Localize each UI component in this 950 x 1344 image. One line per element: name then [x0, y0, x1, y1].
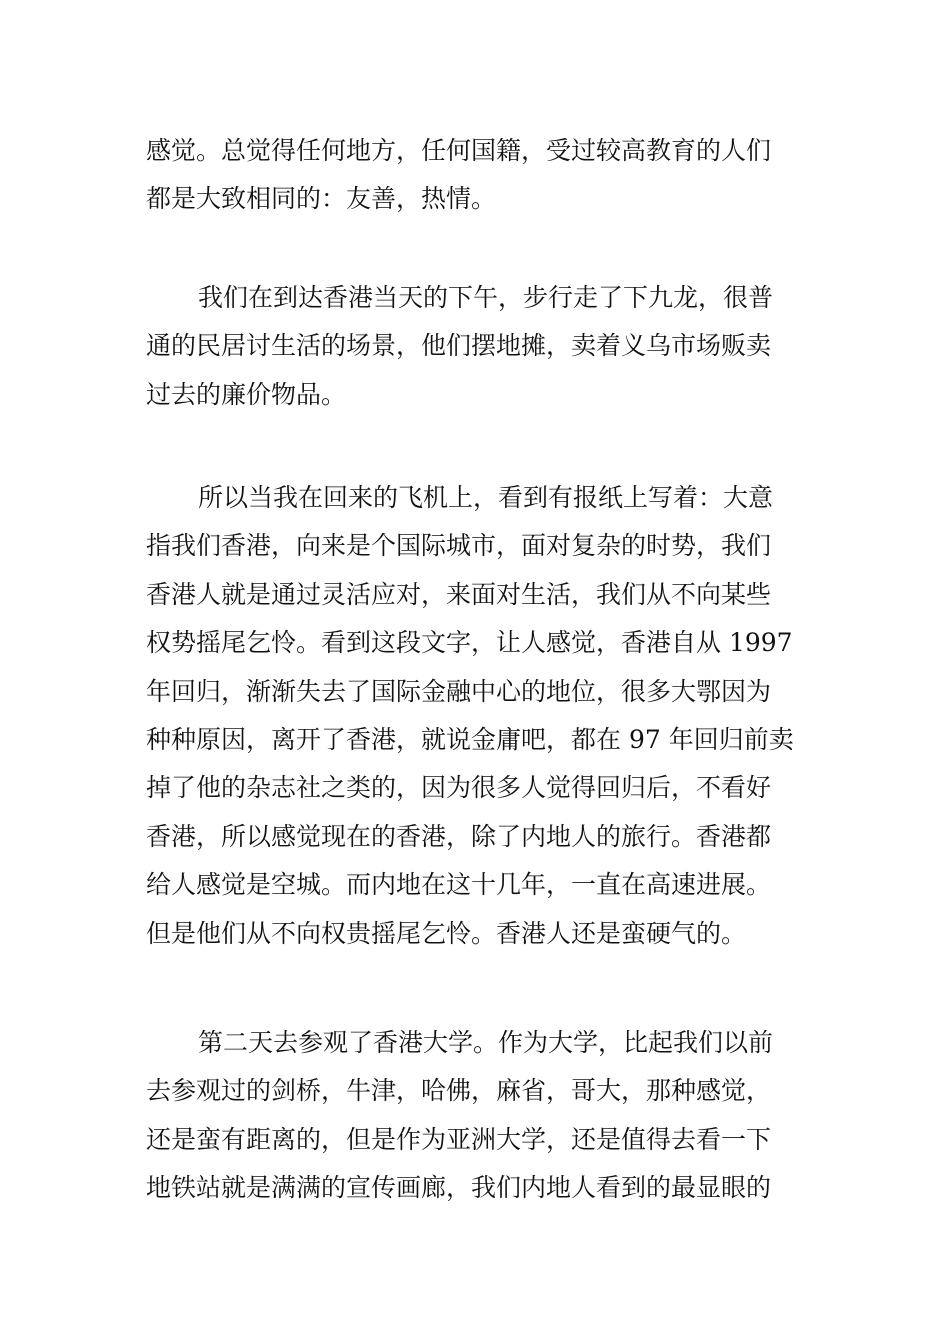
text-line: 掉了他的杂志社之类的，因为很多人觉得回归后，不看好 — [146, 773, 772, 803]
paragraph-4 — [146, 1019, 810, 1213]
text-line: 指我们香港，向来是个国际城市，面对复杂的时势，我们 — [146, 531, 772, 561]
text-line: 还是蛮有距离的，但是作为亚洲大学，还是值得去看一下 — [146, 1124, 772, 1154]
text-line: 权势摇尾乞怜。看到这段文字，让人感觉，香港自从 1997 — [146, 628, 793, 658]
text-line: 但是他们从不向权贵摇尾乞怜。香港人还是蛮硬气的。 — [146, 918, 747, 948]
text-line: 所以当我在回来的飞机上，看到有报纸上写着：大意 — [198, 483, 774, 512]
text-line: 种种原因，离开了香港，就说金庸吧，都在 97 年回归前卖 — [146, 724, 794, 754]
text-line: 香港人就是通过灵活应对，来面对生活，我们从不向某些 — [146, 579, 772, 609]
text-line: 香港，所以感觉现在的香港，除了内地人的旅行。香港都 — [146, 821, 772, 851]
text-line: 地铁站就是满满的宣传画廊，我们内地人看到的最显眼的 — [146, 1173, 772, 1203]
text-line: 过去的廉价物品。 — [146, 379, 347, 409]
text-line: 我们在到达香港当天的下午，步行走了下九龙，很普 — [198, 283, 774, 312]
text-line: 感觉。总觉得任何地方，任何国籍，受过较高教育的人们 — [146, 136, 772, 165]
text-line: 年回归，渐渐失去了国际金融中心的地位，很多大鄂因为 — [146, 676, 772, 706]
paragraph-2 — [146, 274, 810, 419]
text-line: 给人感觉是空城。而内地在这十几年，一直在高速进展。 — [146, 870, 772, 900]
paragraph-1 — [146, 127, 810, 224]
text-line: 去参观过的剑桥，牛津，哈佛，麻省，哥大，那种感觉， — [146, 1076, 772, 1106]
text-line: 通的民居讨生活的场景，他们摆地摊，卖着义乌市场贩卖 — [146, 331, 772, 361]
paragraph-3 — [146, 474, 810, 958]
text-line: 都是大致相同的：友善，热情。 — [146, 184, 497, 214]
text-line: 第二天去参观了香港大学。作为大学，比起我们以前 — [198, 1028, 774, 1057]
